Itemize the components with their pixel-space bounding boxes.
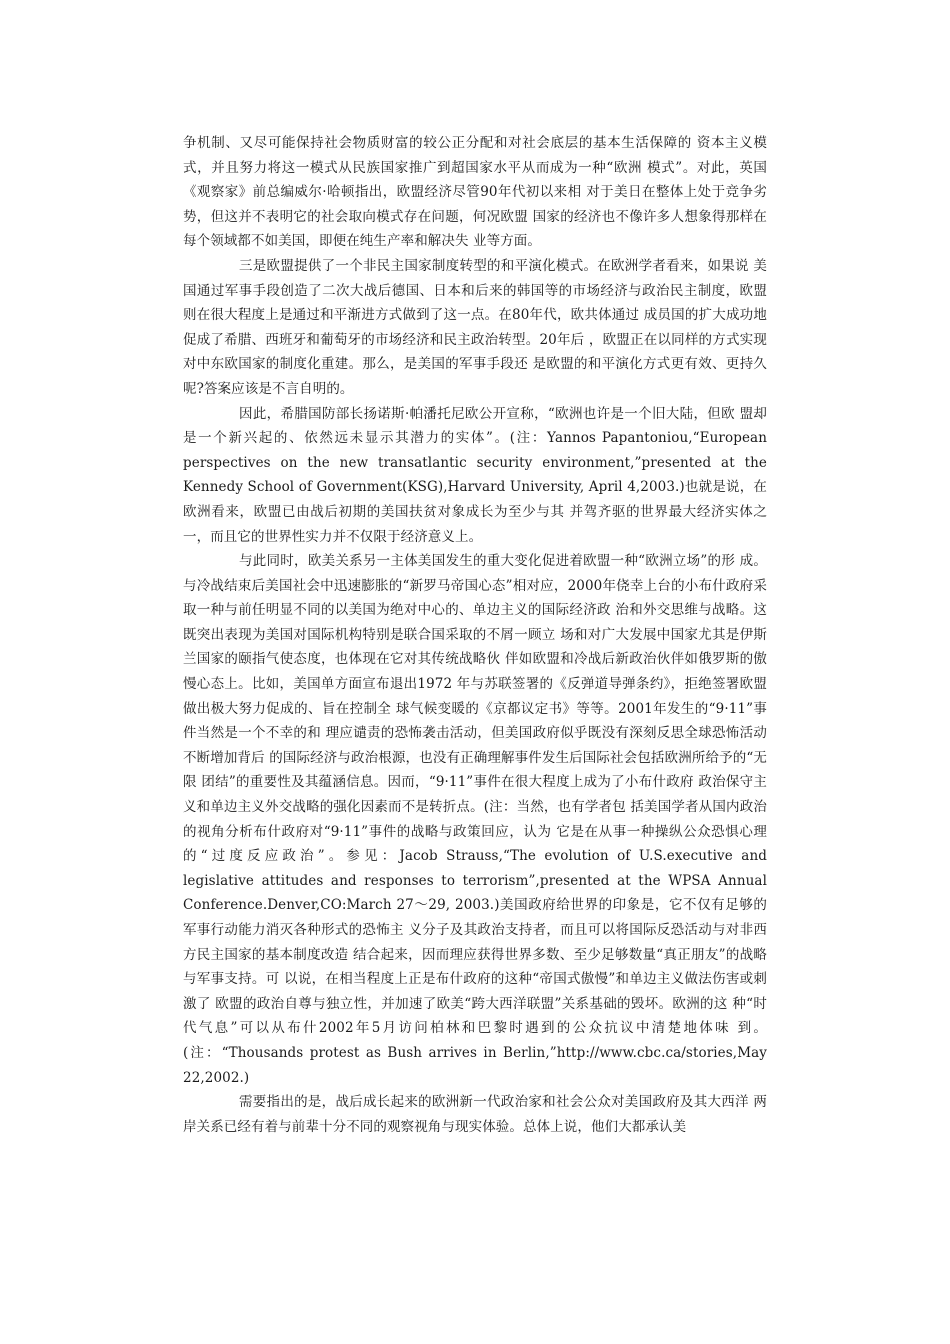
paragraph-continued: 争机制、又尽可能保持社会物质财富的较公正分配和对社会底层的基本生活保障的 资本主义模式，并且努力将这一模式从民族国家推广到超国家水平从而成为一种“欧洲 模式”。对此，英国《观察家》前总编威尔·哈顿指出，欧盟经济尽管90年代初以来相 对于美日在整体上处于竞争劣势，但这并不表明它的社会取向模式存在问题，何况欧盟 国家的经济也不像许多人想象得那样在每个领域都不如美国，即便在纯生产率和解决失 业等方面。 [183,135,767,250]
paragraph-new-generation: 需要指出的是，战后成长起来的欧洲新一代政治家和社会公众对美国政府及其大西洋 两岸关系已经有着与前辈十分不同的观察视角与现实体验。总体上说，他们大都承认美 [183,1094,767,1135]
paragraph-peaceful-evolution: 三是欧盟提供了一个非民主国家制度转型的和平演化模式。在欧洲学者看来，如果说 美国通过军事手段创造了二次大战后德国、日本和后来的韩国等的市场经济与政治民主制度，欧盟则在很大程度上是通过和平渐进方式做到了这一点。在80年代，欧共体通过 成员国的扩大成功地促成了希腊、西班牙和葡萄牙的市场经济和民主政治转型。20年后 ，欧盟正在以同样的方式实现对中东欧国家的制度化重建。那么，是美国的军事手段还 是欧盟的和平演化方式更有效、更持久呢?答案应该是不言自明的。 [183,257,767,397]
document-page [183,131,767,1139]
paragraph-us-change: 与此同时，欧美关系另一主体美国发生的重大变化促进着欧盟一种“欧洲立场”的形 成。与冷战结束后美国社会中迅速膨胀的“新罗马帝国心态”相对应，2000年侥幸上台的小布什政府采取一种与前任明显不同的以美国为绝对中心的、单边主义的国际经济政 治和外交思维与战略。这既突出表现为美国对国际机构特别是联合国采取的不屑一顾立 场和对广大发展中国家尤其是伊斯兰国家的颐指气使态度，也体现在它对其传统战略伙 伴如欧盟和冷战后新政治伙伴如俄罗斯的傲慢心态上。比如，美国单方面宣布退出1972 年与苏联签署的《反弹道导弹条约》，拒绝签署欧盟做出极大努力促成的、旨在控制全 球气候变暖的《京都议定书》等等。2001年发生的“9·11”事件当然是一个不幸的和 理应谴责的恐怖袭击活动，但美国政府似乎既没有深刻反思全球恐怖活动不断增加背后 的国际经济与政治根源，也没有正确理解事件发生后国际社会包括欧洲所给予的“无限 团结”的重要性及其蕴涵信息。因而，“9·11”事件在很大程度上成为了小布什政府 政治保守主义和单边主义外交战略的强化因素而不是转折点。(注：当然，也有学者包 括美国学者从国内政治的视角分析布什政府对“9·11”事件的战略与政策回应，认为 它是在从事一种操纵公众恐惧心理的“过度反应政治”。参见：Jacob Strauss,“The evolution of U.S.executive and legislative attitudes and responses to terrorism”,presented at the WPSA Annual Conference.Denver,CO:March 27～29, 2003.)美国政府给世界的印象是，它不仅有足够的军事行动能力消灭各种形式的恐怖主 义分子及其政治支持者，而且可以将国际反恐活动与对非西方民主国家的基本制度改造 结合起来，因而理应获得世界多数、至少足够数量“真正朋友”的战略与军事支持。可 以说，在相当程度上正是布什政府的这种“帝国式傲慢”和单边主义做法伤害或刺激了 欧盟的政治自尊与独立性，并加速了欧美“跨大西洋联盟”关系基础的毁坏。欧洲的这 种“时代气息”可以从布什2002年5月访问柏林和巴黎时遇到的公众抗议中清楚地体味 到。(注：“Thousands protest as Bush arrives in Berlin,”http://www.cbc.ca/stories,May 22,2002.) [183,553,767,1086]
paragraph-greek-minister-quote: 因此，希腊国防部长扬诺斯·帕潘托尼欧公开宣称，“欧洲也许是一个旧大陆，但欧 盟却是一个新兴起的、依然远未显示其潜力的实体”。(注：Yannos Papantoniou,“European perspectives on the new transatlantic security environment,”presented at the Kennedy School of Government(KSG),Harvard University, April 4,2003.)也就是说，在欧洲看来，欧盟已由战后初期的美国扶贫对象成长为至少与其 并驾齐驱的世界最大经济实体之一，而且它的世界性实力并不仅限于经济意义上。 [183,405,767,545]
